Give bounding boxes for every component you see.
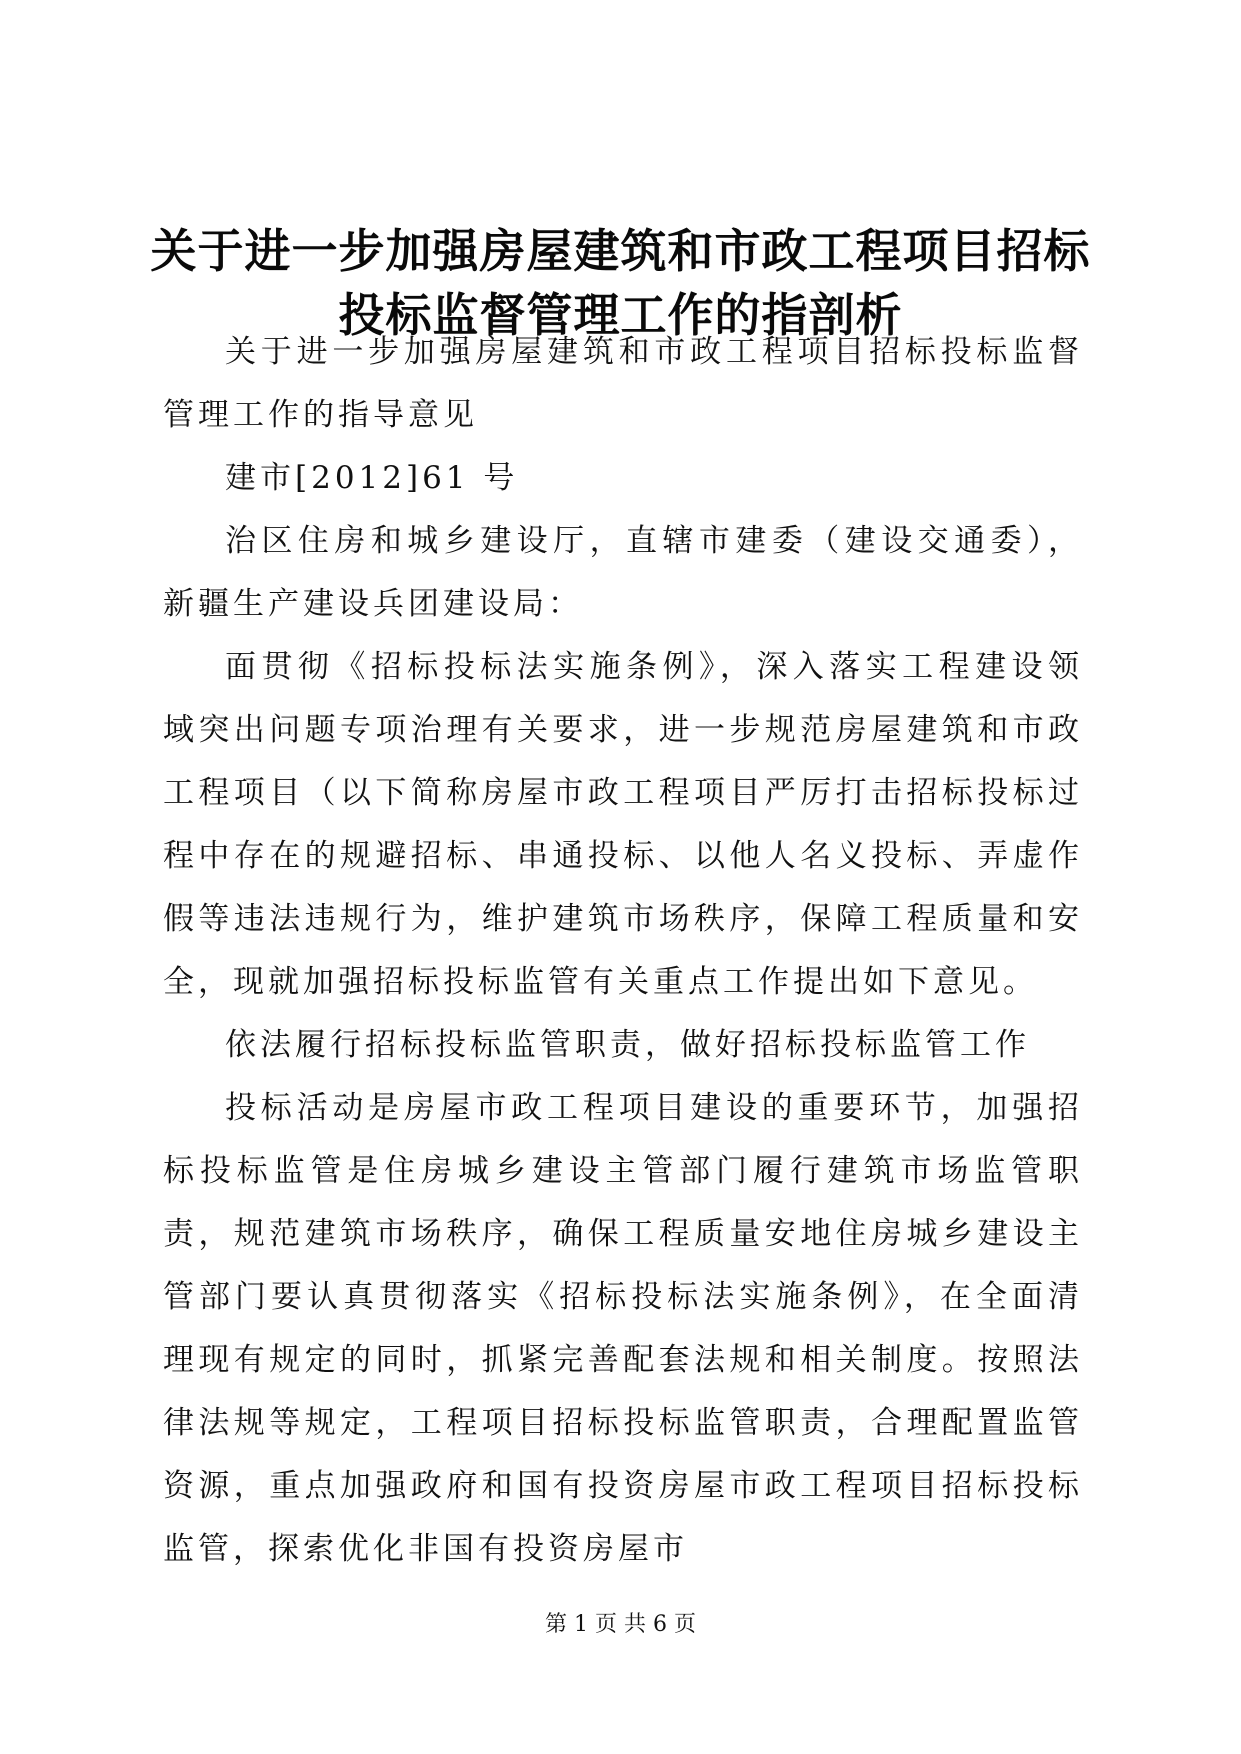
paragraph-intro: 面贯彻《招标投标法实施条例》，深入落实工程建设领域突出问题专项治理有关要求，进一步规范房屋建筑和市政工程项目（以下简称房屋市政工程项目严厉打击招标投标过程中存在的规避招标、串通投标、以他人名义投标、弄虚作假等违法违规行为，维护建筑市场秩序，保障工程质量和安全，现就加强招标投标监管有关重点工作提出如下意见。	[163, 649, 1083, 1000]
paragraph-doc-number: 建市[2012]61 号	[225, 460, 519, 496]
paragraph-subtitle: 关于进一步加强房屋建筑和市政工程项目招标投标监督管理工作的指导意见	[163, 334, 1083, 433]
document-body	[163, 321, 1083, 1581]
document-title-line-2: 投标监督管理工作的指剖析	[338, 288, 903, 342]
page-footer: 第 1 页 共 6 页	[545, 1612, 696, 1637]
paragraph-heading: 依法履行招标投标监管职责，做好招标投标监管工作	[225, 1027, 1030, 1063]
document-title-line-1: 关于进一步加强房屋建筑和市政工程项目招标	[150, 224, 1091, 278]
paragraph-body: 投标活动是房屋市政工程项目建设的重要环节，加强招标投标监管是住房城乡建设主管部门履行建筑市场监管职责，规范建筑市场秩序，确保工程质量安地住房城乡建设主管部门要认真贯彻落实《招标投标法实施条例》，在全面清理现有规定的同时，抓紧完善配套法规和相关制度。按照法律法规等规定，工程项目招标投标监管职责，合理配置监管资源，重点加强政府和国有投资房屋市政工程项目招标投标监管，探索优化非国有投资房屋市	[163, 1090, 1083, 1567]
paragraph-addressees: 治区住房和城乡建设厅，直辖市建委（建设交通委），新疆生产建设兵团建设局：	[163, 523, 1083, 622]
